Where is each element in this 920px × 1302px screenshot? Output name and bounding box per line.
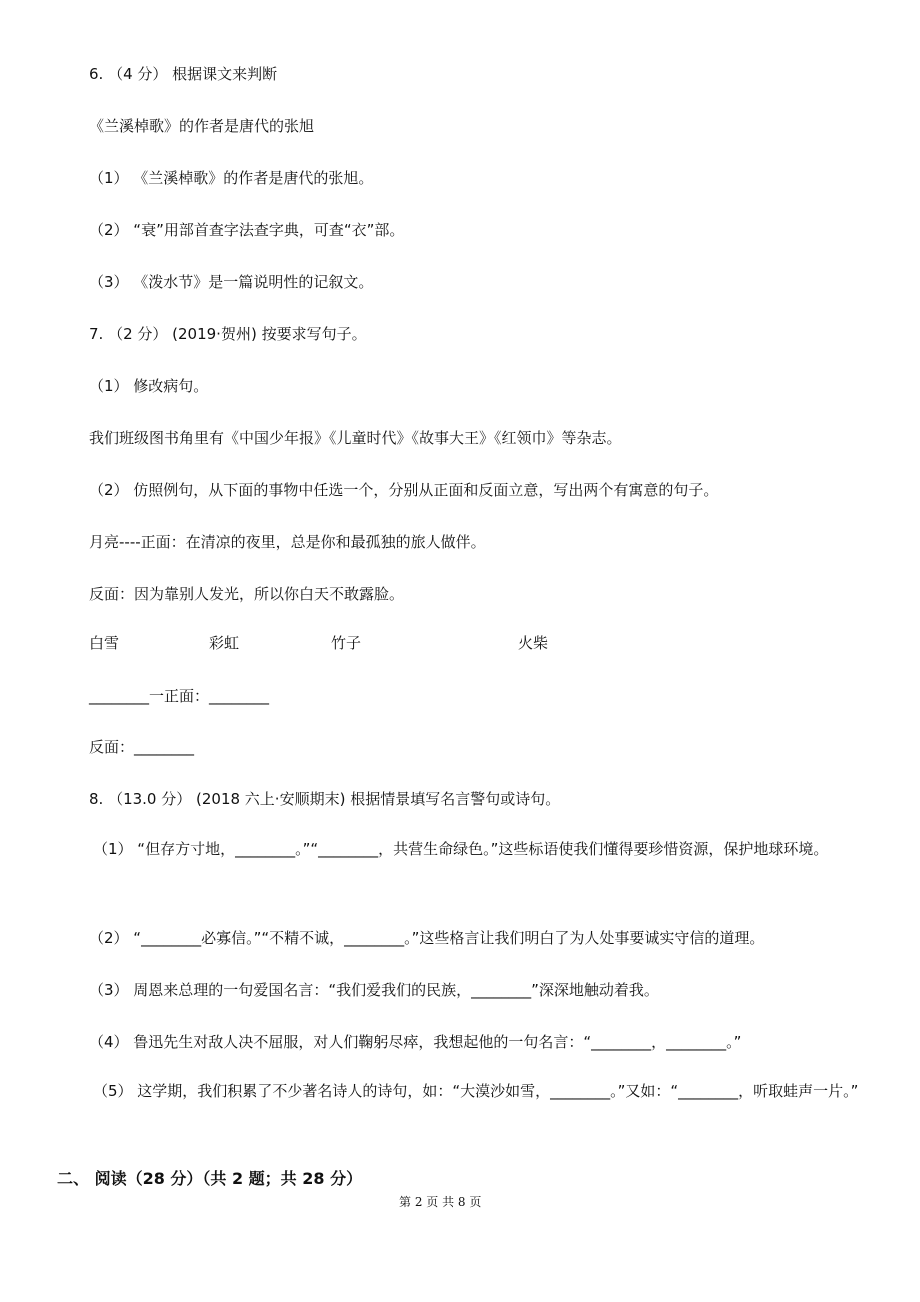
q8-item-1: （1） “但存方寸地，________。”“________，共营生命绿色。”这些标语使我们懂得要珍惜资源，保护地球环境。 — [93, 840, 829, 858]
q7-sentence: 我们班级图书角里有《中国少年报》《儿童时代》《故事大王》《红领巾》等杂志。 — [89, 429, 622, 447]
q6-context: 《兰溪棹歌》的作者是唐代的张旭 — [89, 117, 315, 135]
q7-sub1: （1） 修改病句。 — [89, 377, 209, 395]
q8-header: 8. （13.0 分） (2018 六上·安顺期末) 根据情景填写名言警句或诗句。 — [89, 790, 561, 808]
q8-item-2: （2） “________必寡信。”“不精不诚，________。”这些格言让我们明白了为人处事要诚实守信的道理。 — [89, 929, 765, 947]
q7-option-4: 火柴 — [518, 634, 549, 652]
q6-item-3: （3） 《泼水节》是一篇说明性的记叙文。 — [89, 273, 374, 291]
q8-item-4: （4） 鲁迅先生对敌人决不屈服，对人们鞠躬尽瘁，我想起他的一句名言：“________，________。” — [89, 1033, 742, 1051]
q6-item-1: （1） 《兰溪棹歌》的作者是唐代的张旭。 — [89, 169, 374, 187]
q7-example-back: 反面：因为靠别人发光，所以你白天不敢露脸。 — [89, 585, 405, 603]
q8-item-5: （5） 这学期，我们积累了不少著名诗人的诗句，如：“大漠沙如雪，________。”又如：“________，听取蛙声一片。” — [93, 1082, 859, 1100]
q8-item-3: （3） 周恩来总理的一句爱国名言：“我们爱我们的民族，________”深深地触动着我。 — [89, 981, 659, 999]
q7-sub2: （2） 仿照例句，从下面的事物中任选一个，分别从正面和反面立意，写出两个有寓意的句子。 — [89, 481, 719, 499]
q6-item-2: （2） “衰”用部首查字法查字典，可查“衣”部。 — [89, 221, 405, 239]
q7-option-1: 白雪 — [89, 634, 120, 652]
q6-header: 6. （4 分） 根据课文来判断 — [89, 65, 278, 83]
section-2-heading: 二、 阅读（28 分）（共 2 题；共 28 分） — [57, 1169, 363, 1188]
q7-header: 7. （2 分） (2019·贺州) 按要求写句子。 — [89, 325, 367, 343]
q7-option-2: 彩虹 — [209, 634, 240, 652]
q7-blank-line-2: 反面：________ — [89, 738, 195, 756]
q7-example-front: 月亮----正面：在清凉的夜里，总是你和最孤独的旅人做伴。 — [89, 533, 486, 551]
q7-blank-line-1: ________一正面：________ — [89, 687, 270, 705]
page-footer: 第 2 页 共 8 页 — [399, 1195, 482, 1209]
q7-option-3: 竹子 — [331, 634, 362, 652]
